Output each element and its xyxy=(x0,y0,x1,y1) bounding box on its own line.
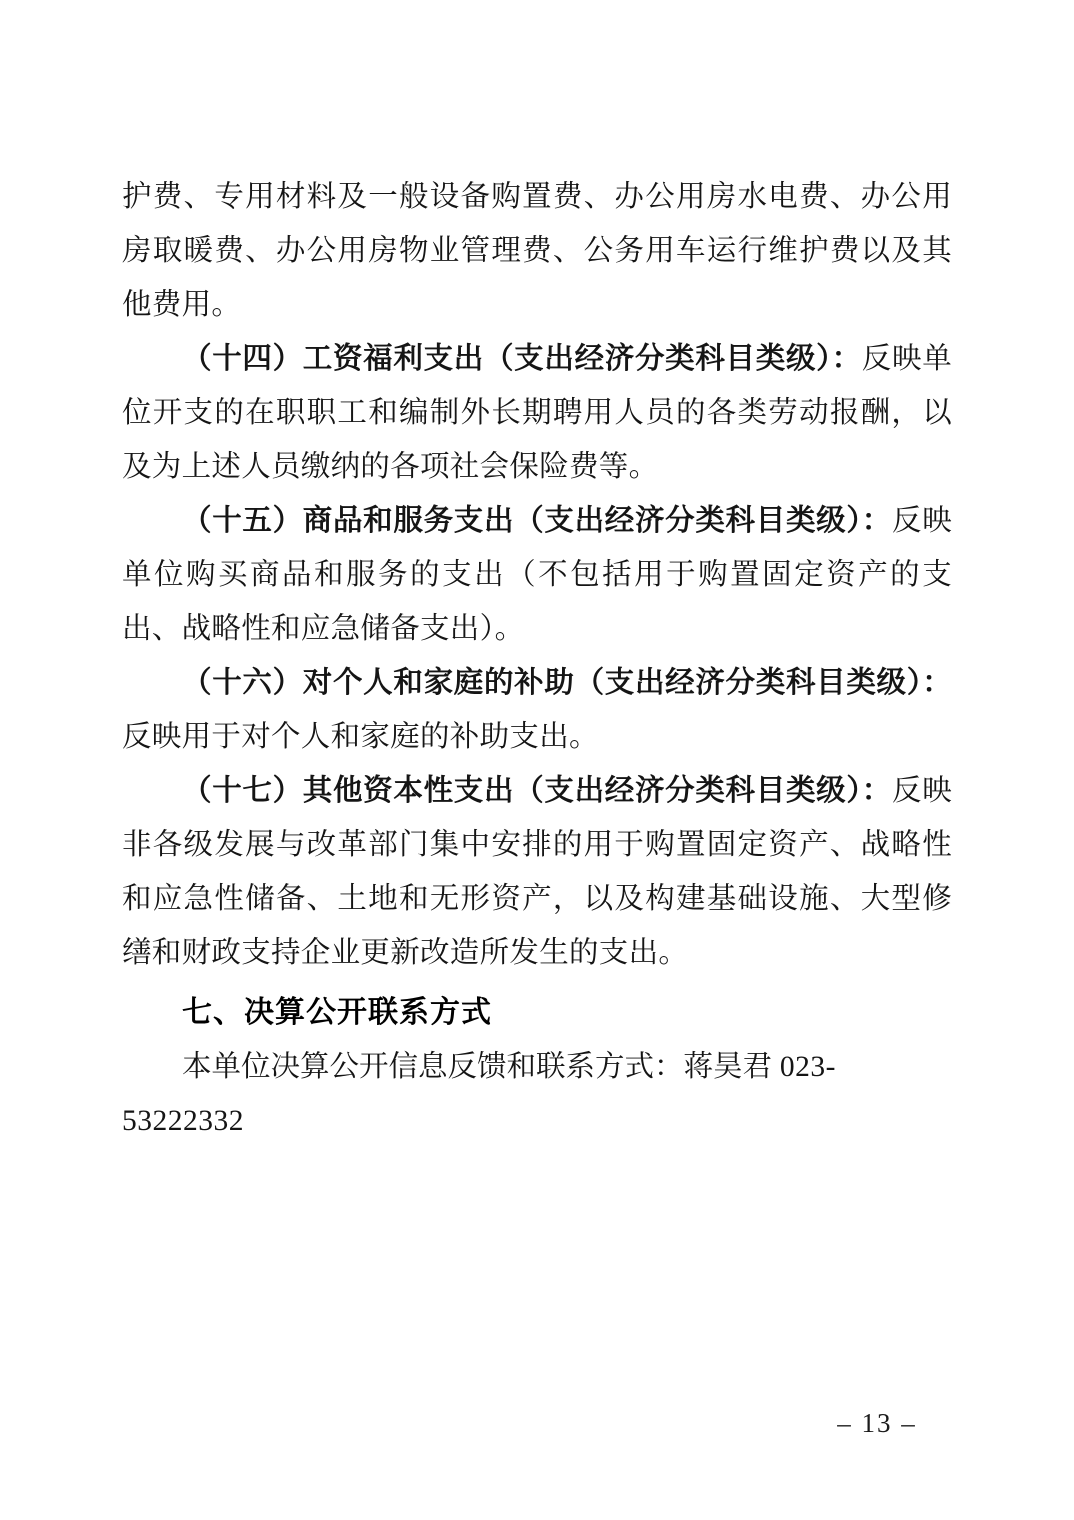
item-17-lead: （十七）其他资本性支出（支出经济分类科目类级）： xyxy=(182,775,892,807)
paragraph-item-16 xyxy=(122,656,952,764)
item-17-text: 反映非各级发展与改革部门集中安排的用于购置固定资产、战略性和应急性储备、土地和无形资产，以及构建基础设施、大型修缮和财政支持企业更新改造所发生的支出。 xyxy=(122,775,952,969)
item-16-lead: （十六）对个人和家庭的补助（支出经济分类科目类级）： xyxy=(182,667,952,699)
paragraph-item-15 xyxy=(122,494,952,656)
item-14-text: 反映单位开支的在职职工和编制外长期聘用人员的各类劳动报酬，以及为上述人员缴纳的各项社会保险费等。 xyxy=(122,343,952,483)
contact-info-line xyxy=(122,1040,952,1148)
page-number-value: – 13 – xyxy=(837,1408,917,1438)
document-body xyxy=(122,170,952,1148)
paragraph-item-14 xyxy=(122,332,952,494)
contact-lead: 本单位决算公开信息反馈和联系方式： xyxy=(182,1051,684,1083)
page-number xyxy=(0,1408,1074,1439)
contact-phone: 023-53222332 xyxy=(122,1051,836,1137)
contact-person-name: 蒋昊君 xyxy=(683,1051,773,1083)
section-heading-7: 七、决算公开联系方式 xyxy=(182,996,492,1029)
item-14-lead: （十四）工资福利支出（支出经济分类科目类级）： xyxy=(182,343,862,375)
item-16-text: 反映用于对个人和家庭的补助支出。 xyxy=(122,721,599,753)
paragraph-continued: 护费、专用材料及一般设备购置费、办公用房水电费、办公用房取暖费、办公用房物业管理费、公务用车运行维护费以及其他费用。 xyxy=(122,181,952,321)
item-15-lead: （十五）商品和服务支出（支出经济分类科目类级）： xyxy=(182,505,892,537)
item-15-text: 反映单位购买商品和服务的支出（不包括用于购置固定资产的支出、战略性和应急储备支出）。 xyxy=(122,505,952,645)
paragraph-item-17 xyxy=(122,764,952,980)
